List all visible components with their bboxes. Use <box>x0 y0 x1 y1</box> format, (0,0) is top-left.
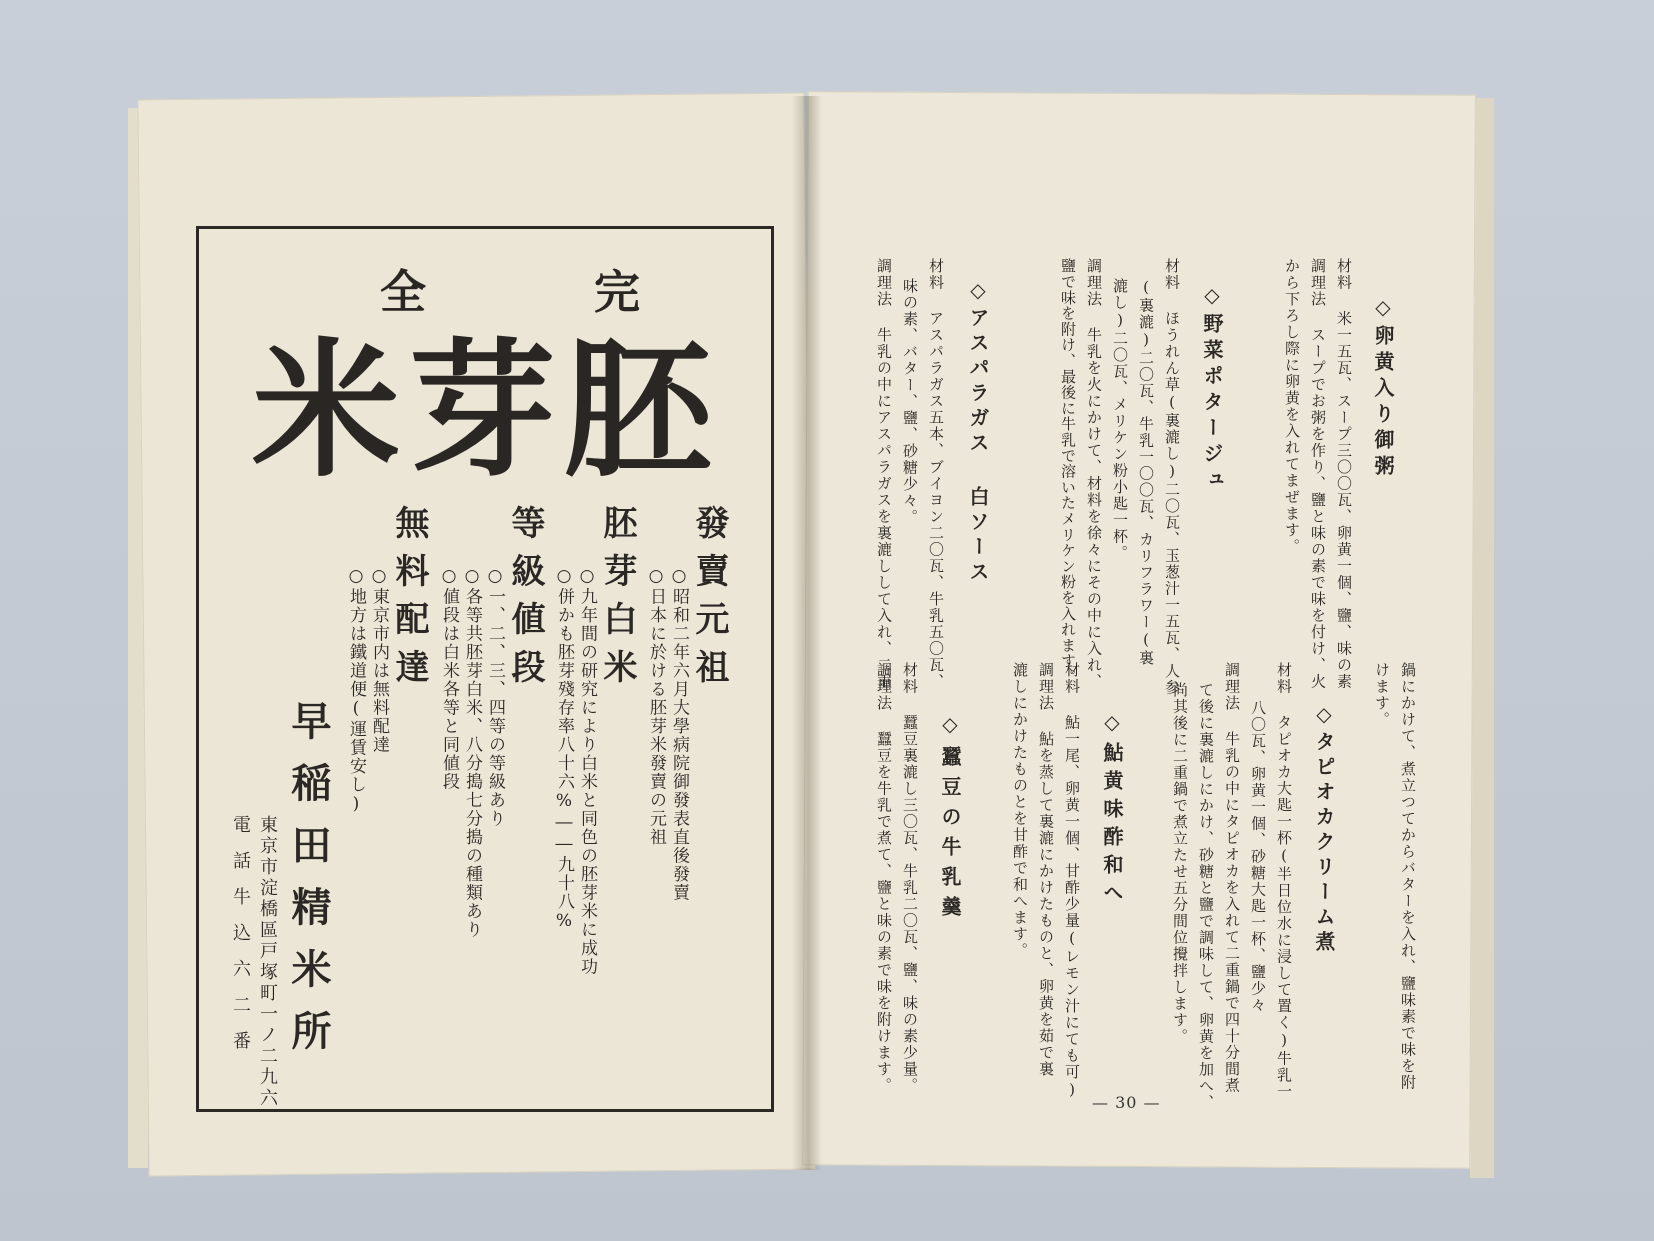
ad-heading-left: 全 <box>380 265 426 319</box>
ad-heading-right: 完 <box>594 265 640 319</box>
ad-big-char-2: 芽 <box>408 323 556 497</box>
recipe-text-line: (裏漉)二〇瓦、牛乳一〇〇瓦、カリフラワー(裏 <box>1137 278 1155 667</box>
recipe-text-line: 調理法 スープでお粥を作り、鹽と味の素で味を付け、火 <box>1309 258 1327 690</box>
recipe-text-line: 調理法 牛乳を火にかけて、材料を徐々にその中に入れ、 <box>1085 258 1103 690</box>
ad-section-2-line-2: ○併かも胚芽殘存率八十六%――九十八% <box>554 566 574 933</box>
recipe-text-line: 鍋にかけて、煮立つてからバターを入れ、鹽味素で味を附 <box>1399 662 1417 1091</box>
ad-big-char-1: 米 <box>252 323 400 497</box>
recipe-text-line: から下ろし際に卵黄を入れてまぜます。 <box>1283 258 1301 555</box>
recipe-text-line: 材料 タピオカ大匙一杯(半日位水に浸して置く)牛乳一 <box>1275 662 1293 1100</box>
ad-company-name: 早稲田精米所 <box>285 700 332 1072</box>
page-number: — 30 — <box>1092 1093 1161 1112</box>
book-gutter <box>792 96 822 1170</box>
recipe-title-vegetable-potage: ◇野菜ポタージュ <box>1200 283 1224 495</box>
recipe-text-line: 漉し)二〇瓦、メリケン粉小匙一杯。 <box>1111 278 1129 562</box>
recipe-text-line: 材料 鮎一尾、卵黄一個、甘酢少量(レモン汁にても可) <box>1063 662 1081 1100</box>
recipe-text-line: 材料 米一五瓦、スープ三〇〇瓦、卵黄一個、鹽、味の素 <box>1335 258 1353 690</box>
recipe-text-line: 調理法 鮎を蒸して裏漉にかけたものと、卵黄を茹で裏 <box>1037 662 1055 1078</box>
ad-section-3-line-1: ○一、二、三、四等の等級あり <box>485 566 505 828</box>
recipe-text-line: て後に裏漉しにかけ、砂糖と鹽で調味して、卵黄を加へ、 <box>1197 682 1215 1111</box>
recipe-text-line: 鹽で味を附け、最後に牛乳で溶いたメリケン粉を入れます。 <box>1059 258 1077 685</box>
recipe-text-line: けます。 <box>1373 662 1391 728</box>
recipe-text-line: 材料 蠶豆裏漉し三〇瓦、牛乳二〇瓦、鹽、味の素少量。 <box>901 662 919 1094</box>
ad-section-title-4: 無料配達 <box>389 505 429 697</box>
recipe-text-line: 漉しにかけたものとを甘酢で和へます。 <box>1011 662 1029 959</box>
ad-address: 東京市淀橋區戸塚町一ノ二九六 <box>257 815 278 1109</box>
ad-big-char-3: 胚 <box>564 323 712 497</box>
ad-section-title-1: 發賣元祖 <box>689 505 729 697</box>
recipe-text-line: 材料 アスパラガス五本、ブイヨン二〇瓦、牛乳五〇瓦、 <box>927 258 945 690</box>
recipe-text-line: 調理法 蠶豆を牛乳で煮て、鹽と味の素で味を附けます。 <box>875 662 893 1094</box>
recipe-text-line: 八〇瓦、卵黄一個、砂糖大匙一杯、鹽少々 <box>1249 700 1267 1014</box>
ad-heading <box>380 256 640 322</box>
recipe-title-ayu-vinegar: ◇鮎黄味酢和へ <box>1100 710 1124 910</box>
recipe-text-line: 尚其後に二重鍋で煮立たせ五分間位攪拌します。 <box>1171 682 1189 1045</box>
ad-section-title-2: 胚芽白米 <box>597 505 637 697</box>
ad-big-title <box>252 323 712 497</box>
recipe-text-line: 調理法 牛乳の中にタピオカを入れて二重鍋で四十分間煮 <box>1223 662 1241 1094</box>
ad-section-2-line-1: ○九年間の研究により白米と同色の胚芽米に成功 <box>577 566 597 976</box>
ad-section-1-line-2: ○日本に於ける胚芽米發賣の元祖 <box>646 566 666 847</box>
recipe-title-asparagus-white-sauce: ◇アスパラガス 白ソース <box>966 278 990 586</box>
recipe-title-egg-porridge: ◇卵黄入り御粥 <box>1371 295 1395 481</box>
recipe-text-line: 材料 ほうれん草(裏漉し)二〇瓦、玉葱汁一五瓦、人参 <box>1163 258 1181 696</box>
recipe-text-line: 味の素、バター、鹽、砂糖少々。 <box>901 278 919 526</box>
ad-section-4-line-1: ○東京市内は無料配達 <box>369 566 389 754</box>
ad-phone: 電話牛込六二番 <box>230 815 251 1067</box>
ad-section-4-line-2: ○地方は鐵道便(運賃安し) <box>346 566 366 816</box>
ad-section-3-line-2: ○各等共胚芽白米、八分搗七分搗の種類あり <box>462 566 482 939</box>
recipe-title-broad-bean-milk: ◇蠶豆の牛乳羹 <box>938 712 962 926</box>
recipe-title-tapioca-cream: ◇タピオカクリーム煮 <box>1312 702 1336 956</box>
ad-section-title-3: 等級値段 <box>505 505 545 697</box>
ad-section-1-line-1: ○昭和二年六月大學病院御發表直後發賣 <box>669 566 689 902</box>
ad-section-3-line-3: ○値段は白米各等と同値段 <box>439 566 459 791</box>
recipe-text-line: 調理法 牛乳の中にアスパラガスを裏漉しして入れ、二重 <box>875 258 893 690</box>
